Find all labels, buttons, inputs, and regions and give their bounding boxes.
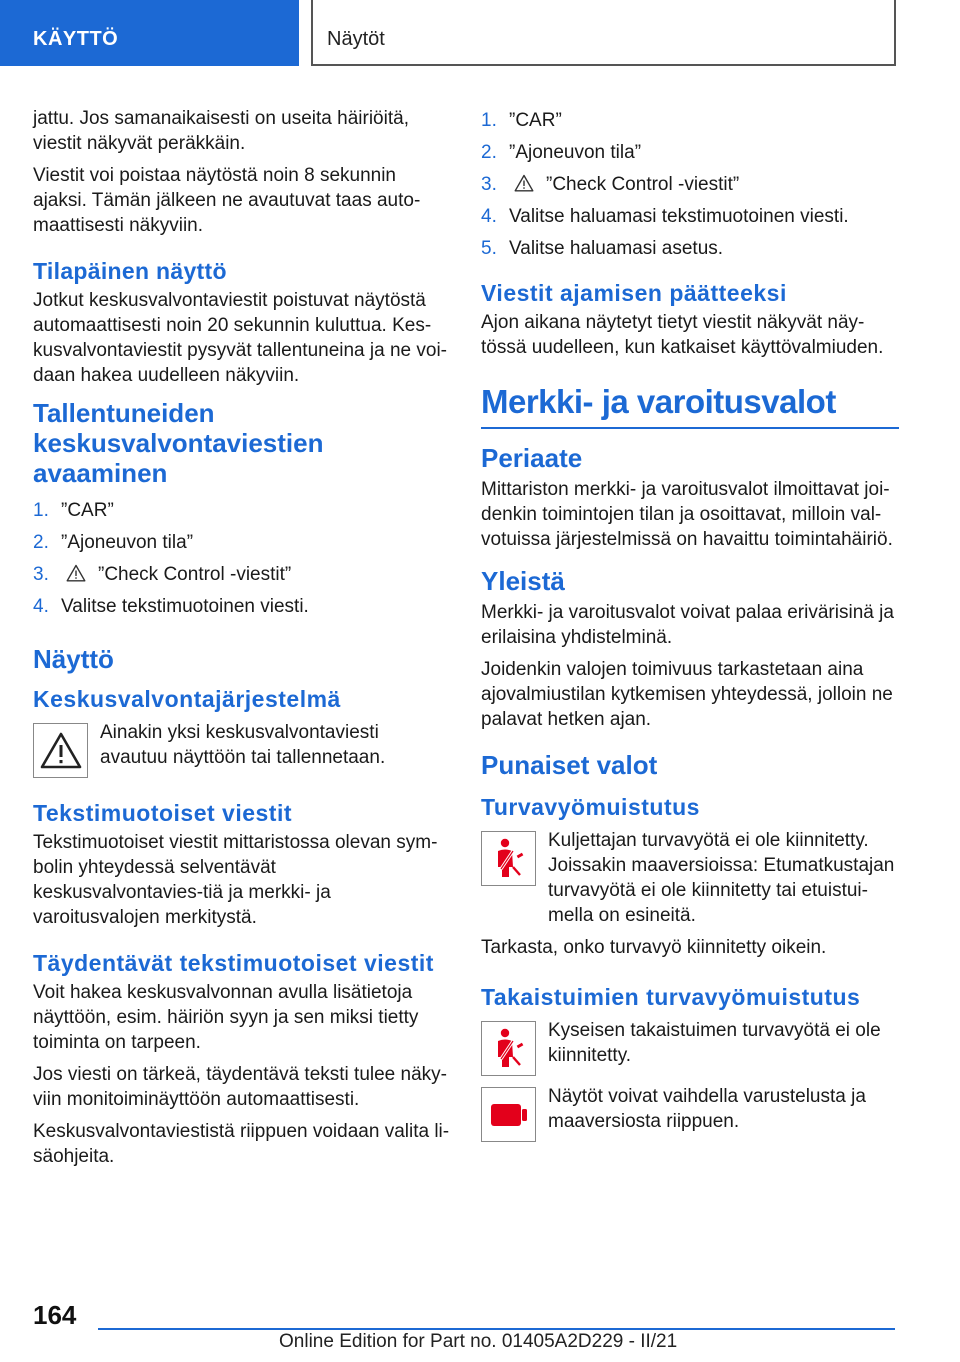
supplementary-paragraph-1: Voit hakea keskusvalvonnan avulla lisätietoja näyttöön, esim. häiriön syyn ja sen miksi tietty toiminta on tarpeen. [33, 982, 419, 1053]
left-steps-list [33, 498, 451, 626]
list-item: 5. Valitse haluamasi asetus. [481, 238, 724, 259]
edition-text: Online Edition for Part no. 01405A2D229 - II/21 [279, 1331, 678, 1352]
temporary-display-heading: Tilapäinen näyttö [33, 258, 227, 284]
list-item: 4. Valitse haluamasi tekstimuotoinen viesti. [481, 206, 849, 227]
principle-text: Mittariston merkki- ja varoitusvalot ilmoittavat joi-denkin toimintojen tilan ja osoittavat, milloin val-votuissa järjestelmissä on havaittu toimintahäiriö. [481, 479, 893, 550]
seatbelt-icon-box [481, 831, 536, 886]
page-number: 164 [33, 1300, 77, 1330]
red-lights-heading: Punaiset valot [481, 750, 658, 780]
end-of-drive-heading: Viestit ajamisen päätteeksi [481, 280, 787, 306]
intro-paragraph-2: Viestit voi poistaa näytöstä noin 8 sekunnin ajaksi. Tämän jälkeen ne avautuvat taas auto-maattisesti näkyviin. [33, 165, 421, 236]
section-tab-label: KÄYTTÖ [33, 28, 119, 50]
rear-seatbelt-text: Kyseisen takaistuimen turvavyötä ei ole kiinnitetty. [548, 1020, 881, 1066]
warning-triangle-icon [514, 174, 534, 192]
rear-seat-icon-box [481, 1087, 536, 1142]
page-tab-label: Näytöt [327, 28, 385, 50]
supplementary-messages-heading: Täydentävät tekstimuotoiset viestit [33, 950, 434, 976]
end-of-drive-text: Ajon aikana näytetyt tietyt viestit näkyvät näy-tössä uudelleen, kun katkaiset käyttövalmiuden. [481, 312, 884, 358]
list-item: 3. ”Check Control -viestit” [33, 564, 292, 585]
check-control-text: Ainakin yksi keskusvalvontaviesti avautuu näyttöön tai tallennetaan. [100, 722, 386, 768]
seatbelt-reminder-text: Kuljettajan turvavyötä ei ole kiinnitetty. Joissakin maaversioissa: Etumatkustajan turvavyötä ei ole kiinnitetty tai etuistui-mella on esineitä. [548, 830, 895, 926]
seatbelt-icon [489, 1027, 529, 1071]
supplementary-paragraph-2: Jos viesti on tärkeä, täydentävä teksti tulee näky-viin monitoiminäyttöön automaattisesti. [33, 1064, 447, 1110]
list-item: 2. ”Ajoneuvon tila” [481, 142, 642, 163]
principle-heading: Periaate [481, 443, 583, 473]
text-messages-text: Tekstimuotoiset viestit mittaristossa olevan sym-bolin yhteydessä selventävät keskusvalvontavies-tiä ja merkki- ja varoitusvalojen merkitystä. [33, 832, 438, 928]
temporary-display-text: Jotkut keskusvalvontaviestit poistuvat näytöstä automaattisesti noin 20 sekunnin kuluttua. Kes-kusvalvontaviestit pysyvät tallentuneina ja ne voi-daan hakea uudelleen näkyviin. [33, 290, 448, 386]
list-item: 2. ”Ajoneuvon tila” [33, 532, 194, 553]
check-control-heading: Keskusvalvontajärjestelmä [33, 686, 341, 712]
list-item: 4. Valitse tekstimuotoinen viesti. [33, 596, 309, 617]
general-paragraph-2: Joidenkin valojen toimivuus tarkastetaan aina ajovalmiustilan kytkemisen yhteydessä, jolloin ne palavat hetken ajan. [481, 659, 893, 730]
display-heading: Näyttö [33, 644, 114, 674]
list-item: 1. ”CAR” [481, 110, 562, 131]
warning-triangle-icon [66, 564, 86, 582]
general-heading: Yleistä [481, 566, 565, 596]
rear-seatbelt-variant-item [481, 1084, 899, 1144]
text-messages-heading: Tekstimuotoiset viestit [33, 800, 293, 826]
left-column [33, 106, 451, 1176]
seatbelt-icon [489, 837, 529, 881]
section-tab [0, 0, 299, 66]
seatbelt-reminder-heading: Turvavyömuistutus [481, 794, 700, 820]
intro-paragraph-1: jattu. Jos samanaikaisesti on useita häiriöitä, viestit näkyvät peräkkäin. [33, 108, 409, 154]
rear-seatbelt-heading: Takaistuimien turvavyömuistutus [481, 984, 861, 1010]
supplementary-paragraph-3: Keskusvalvontaviestistä riippuen voidaan valita li-säohjeita. [33, 1121, 450, 1167]
saved-messages-heading: Tallentuneiden keskusvalvontaviestien avaaminen [33, 398, 324, 488]
rear-seatbelt-item [481, 1018, 899, 1078]
footer-divider [98, 1328, 895, 1330]
list-item: 3. ”Check Control -viestit” [481, 174, 740, 195]
list-item: 1. ”CAR” [33, 500, 114, 521]
seatbelt-check-text: Tarkasta, onko turvavyö kiinnitetty oikein. [481, 937, 827, 958]
rear-seatbelt-icon-box [481, 1021, 536, 1076]
rear-seat-icon [489, 1100, 529, 1130]
check-control-item [33, 720, 451, 780]
warning-triangle-icon [39, 731, 83, 771]
right-column [481, 106, 899, 1150]
warning-icon-box [33, 723, 88, 778]
page-tab [311, 0, 896, 66]
right-steps-list [481, 108, 899, 268]
warning-lights-heading: Merkki- ja varoitusvalot [481, 382, 899, 429]
rear-seatbelt-note: Näytöt voivat vaihdella varustelusta ja maaversiosta riippuen. [548, 1086, 866, 1132]
seatbelt-reminder-item [481, 828, 899, 928]
general-paragraph-1: Merkki- ja varoitusvalot voivat palaa erivärisinä ja erilaisina yhdistelminä. [481, 602, 894, 648]
